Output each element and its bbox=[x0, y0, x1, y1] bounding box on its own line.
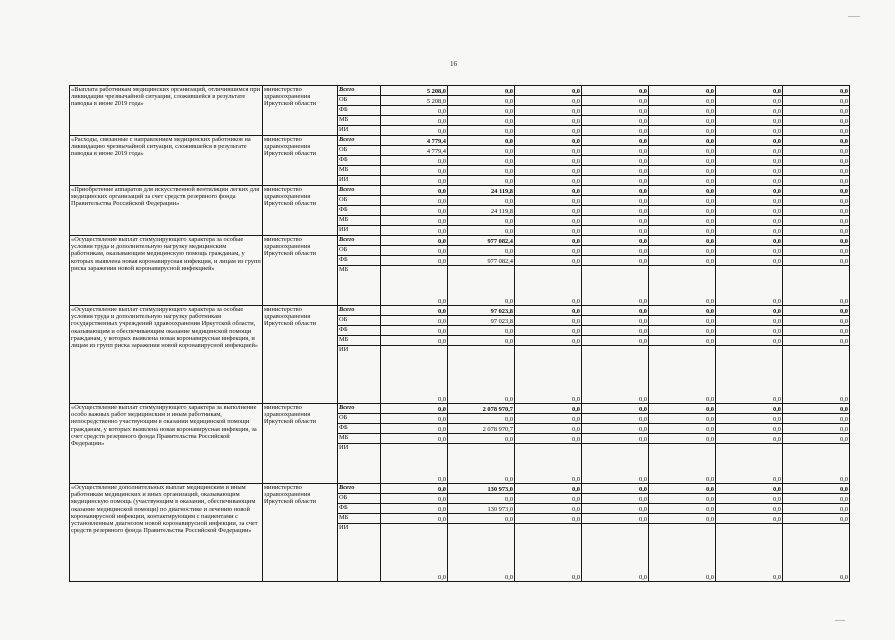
amount-cell: 0,0 bbox=[582, 106, 649, 116]
amount-cell: 0,0 bbox=[582, 206, 649, 216]
amount-cell: 0,0 bbox=[381, 306, 448, 316]
amount-cell: 0,0 bbox=[381, 414, 448, 424]
source-cell: ИИ bbox=[338, 444, 381, 484]
amount-cell: 0,0 bbox=[783, 146, 850, 156]
amount-cell: 0,0 bbox=[381, 236, 448, 246]
amount-cell: 0,0 bbox=[649, 96, 716, 106]
amount-cell: 0,0 bbox=[783, 166, 850, 176]
amount-cell: 0,0 bbox=[448, 176, 515, 186]
amount-cell: 0,0 bbox=[716, 256, 783, 266]
amount-cell: 0,0 bbox=[649, 166, 716, 176]
amount-cell: 0,0 bbox=[448, 266, 515, 306]
amount-cell: 97 023,8 bbox=[448, 316, 515, 326]
source-cell: ФБ bbox=[338, 156, 381, 166]
source-cell: ФБ bbox=[338, 326, 381, 336]
source-cell: Всего bbox=[338, 404, 381, 414]
amount-cell: 0,0 bbox=[515, 494, 582, 504]
amount-cell: 0,0 bbox=[582, 236, 649, 246]
amount-cell: 0,0 bbox=[783, 156, 850, 166]
amount-cell: 0,0 bbox=[381, 226, 448, 236]
amount-cell: 97 023,8 bbox=[448, 306, 515, 316]
table-row bbox=[70, 136, 850, 146]
source-cell: ОБ bbox=[338, 96, 381, 106]
source-cell: ИИ bbox=[338, 226, 381, 236]
source-cell: ИИ bbox=[338, 176, 381, 186]
amount-cell: 0,0 bbox=[716, 226, 783, 236]
amount-cell: 0,0 bbox=[582, 136, 649, 146]
amount-cell: 0,0 bbox=[582, 266, 649, 306]
amount-cell: 0,0 bbox=[716, 504, 783, 514]
amount-cell: 0,0 bbox=[381, 336, 448, 346]
amount-cell: 0,0 bbox=[515, 434, 582, 444]
amount-cell: 0,0 bbox=[649, 414, 716, 424]
amount-cell: 0,0 bbox=[716, 316, 783, 326]
amount-cell: 0,0 bbox=[515, 316, 582, 326]
source-cell: Всего bbox=[338, 186, 381, 196]
amount-cell: 0,0 bbox=[515, 186, 582, 196]
amount-cell: 0,0 bbox=[716, 336, 783, 346]
amount-cell: 0,0 bbox=[515, 96, 582, 106]
amount-cell: 0,0 bbox=[649, 266, 716, 306]
source-cell: МБ bbox=[338, 116, 381, 126]
amount-cell: 0,0 bbox=[582, 306, 649, 316]
amount-cell: 0,0 bbox=[783, 494, 850, 504]
amount-cell: 0,0 bbox=[448, 226, 515, 236]
amount-cell: 0,0 bbox=[716, 136, 783, 146]
amount-cell: 130 973,0 bbox=[448, 484, 515, 494]
source-cell: ОБ bbox=[338, 146, 381, 156]
amount-cell: 24 119,8 bbox=[448, 186, 515, 196]
amount-cell: 0,0 bbox=[582, 96, 649, 106]
measure-name-cell: «Приобретение аппаратов для искусственной вентиляции легких для медицинских организаций за счет средств резервного фонда Правительства Российской Федерации» bbox=[70, 186, 263, 236]
source-cell: ФБ bbox=[338, 106, 381, 116]
amount-cell: 0,0 bbox=[582, 226, 649, 236]
amount-cell: 0,0 bbox=[582, 514, 649, 524]
responsible-cell: министерство здравоохранения Иркутской области bbox=[263, 236, 338, 306]
amount-cell: 0,0 bbox=[783, 126, 850, 136]
amount-cell: 0,0 bbox=[716, 206, 783, 216]
amount-cell: 0,0 bbox=[716, 156, 783, 166]
amount-cell: 0,0 bbox=[716, 266, 783, 306]
amount-cell: 0,0 bbox=[381, 404, 448, 414]
scan-mark bbox=[848, 16, 860, 17]
table-row bbox=[70, 186, 850, 196]
amount-cell: 0,0 bbox=[515, 156, 582, 166]
amount-cell: 0,0 bbox=[381, 484, 448, 494]
amount-cell: 0,0 bbox=[649, 196, 716, 206]
amount-cell: 0,0 bbox=[515, 514, 582, 524]
source-cell: Всего bbox=[338, 86, 381, 96]
amount-cell: 0,0 bbox=[649, 434, 716, 444]
amount-cell: 0,0 bbox=[582, 256, 649, 266]
measure-name-cell: «Осуществление выплат стимулирующего характера за особые условия труда и дополнительную нагрузку работникам государственных учреждений здравоохранения Иркутской области, оказывающим и обеспечивающим оказание медицинской помощи гражданам, у которых выявлена новая коронавирусная инфекция, и лицам из групп риска заражения новой коронавирусной инфекцией» bbox=[70, 306, 263, 404]
amount-cell: 0,0 bbox=[649, 346, 716, 404]
amount-cell: 0,0 bbox=[381, 504, 448, 514]
amount-cell: 0,0 bbox=[515, 206, 582, 216]
amount-cell: 0,0 bbox=[515, 116, 582, 126]
amount-cell: 0,0 bbox=[716, 514, 783, 524]
amount-cell: 0,0 bbox=[716, 306, 783, 316]
amount-cell: 0,0 bbox=[582, 186, 649, 196]
amount-cell: 0,0 bbox=[381, 246, 448, 256]
amount-cell: 0,0 bbox=[515, 176, 582, 186]
amount-cell: 0,0 bbox=[448, 434, 515, 444]
amount-cell: 0,0 bbox=[582, 404, 649, 414]
amount-cell: 0,0 bbox=[381, 494, 448, 504]
amount-cell: 0,0 bbox=[649, 336, 716, 346]
amount-cell: 0,0 bbox=[515, 266, 582, 306]
amount-cell: 0,0 bbox=[649, 484, 716, 494]
amount-cell: 0,0 bbox=[716, 166, 783, 176]
amount-cell: 0,0 bbox=[783, 326, 850, 336]
amount-cell: 0,0 bbox=[783, 136, 850, 146]
amount-cell: 0,0 bbox=[582, 146, 649, 156]
amount-cell: 0,0 bbox=[716, 404, 783, 414]
amount-cell: 0,0 bbox=[716, 524, 783, 582]
amount-cell: 0,0 bbox=[515, 146, 582, 156]
amount-cell: 0,0 bbox=[515, 256, 582, 266]
amount-cell: 0,0 bbox=[448, 246, 515, 256]
table-row bbox=[70, 404, 850, 414]
amount-cell: 0,0 bbox=[515, 484, 582, 494]
amount-cell: 0,0 bbox=[448, 166, 515, 176]
amount-cell: 0,0 bbox=[716, 484, 783, 494]
amount-cell: 0,0 bbox=[448, 514, 515, 524]
amount-cell: 0,0 bbox=[448, 86, 515, 96]
amount-cell: 0,0 bbox=[515, 504, 582, 514]
responsible-cell: министерство здравоохранения Иркутской области bbox=[263, 484, 338, 582]
amount-cell: 0,0 bbox=[716, 326, 783, 336]
amount-cell: 0,0 bbox=[783, 96, 850, 106]
amount-cell: 0,0 bbox=[716, 494, 783, 504]
table-row bbox=[70, 86, 850, 96]
amount-cell: 0,0 bbox=[515, 136, 582, 146]
amount-cell: 0,0 bbox=[783, 86, 850, 96]
amount-cell: 0,0 bbox=[649, 524, 716, 582]
amount-cell: 0,0 bbox=[582, 504, 649, 514]
amount-cell: 0,0 bbox=[649, 494, 716, 504]
source-cell: МБ bbox=[338, 434, 381, 444]
measure-name-cell: «Выплата работникам медицинских организаций, отличившимся при ликвидации чрезвычайной ситуации, сложившейся в результате паводка в июне 2019 года» bbox=[70, 86, 263, 136]
amount-cell: 0,0 bbox=[783, 266, 850, 306]
amount-cell: 130 973,0 bbox=[448, 504, 515, 514]
amount-cell: 0,0 bbox=[783, 226, 850, 236]
source-cell: ОБ bbox=[338, 414, 381, 424]
amount-cell: 0,0 bbox=[649, 326, 716, 336]
amount-cell: 0,0 bbox=[381, 434, 448, 444]
amount-cell: 0,0 bbox=[783, 196, 850, 206]
amount-cell: 0,0 bbox=[783, 316, 850, 326]
amount-cell: 0,0 bbox=[515, 226, 582, 236]
source-cell: ИИ bbox=[338, 346, 381, 404]
amount-cell: 0,0 bbox=[649, 116, 716, 126]
amount-cell: 0,0 bbox=[582, 346, 649, 404]
responsible-cell: министерство здравоохранения Иркутской области bbox=[263, 404, 338, 484]
amount-cell: 0,0 bbox=[381, 166, 448, 176]
amount-cell: 0,0 bbox=[649, 216, 716, 226]
amount-cell: 0,0 bbox=[515, 106, 582, 116]
amount-cell: 0,0 bbox=[448, 146, 515, 156]
amount-cell: 0,0 bbox=[716, 186, 783, 196]
source-cell: ОБ bbox=[338, 246, 381, 256]
table-row bbox=[70, 306, 850, 316]
amount-cell: 0,0 bbox=[783, 246, 850, 256]
amount-cell: 0,0 bbox=[716, 246, 783, 256]
amount-cell: 0,0 bbox=[515, 236, 582, 246]
source-cell: Всего bbox=[338, 236, 381, 246]
amount-cell: 0,0 bbox=[649, 424, 716, 434]
amount-cell: 0,0 bbox=[783, 434, 850, 444]
measure-name-cell: «Осуществление выплат стимулирующего характера за особые условия труда и дополнительную нагрузку медицинским работникам, оказывающим медицинскую помощь гражданам, у которых выявлена новая коронавирусная инфекция, и лицам из групп риска заражения новой коронавирусной инфекцией» bbox=[70, 236, 263, 306]
amount-cell: 0,0 bbox=[649, 226, 716, 236]
amount-cell: 0,0 bbox=[649, 256, 716, 266]
amount-cell: 0,0 bbox=[716, 176, 783, 186]
amount-cell: 0,0 bbox=[582, 326, 649, 336]
amount-cell: 0,0 bbox=[515, 126, 582, 136]
amount-cell: 0,0 bbox=[448, 136, 515, 146]
amount-cell: 0,0 bbox=[381, 176, 448, 186]
amount-cell: 0,0 bbox=[515, 216, 582, 226]
amount-cell: 0,0 bbox=[649, 444, 716, 484]
source-cell: ФБ bbox=[338, 256, 381, 266]
amount-cell: 0,0 bbox=[515, 86, 582, 96]
amount-cell: 0,0 bbox=[582, 156, 649, 166]
table-row bbox=[70, 236, 850, 246]
amount-cell: 0,0 bbox=[716, 434, 783, 444]
amount-cell: 0,0 bbox=[515, 444, 582, 484]
amount-cell: 0,0 bbox=[515, 166, 582, 176]
amount-cell: 0,0 bbox=[381, 256, 448, 266]
amount-cell: 0,0 bbox=[448, 156, 515, 166]
amount-cell: 0,0 bbox=[783, 216, 850, 226]
page-number: 16 bbox=[450, 60, 457, 68]
amount-cell: 0,0 bbox=[515, 524, 582, 582]
measure-name-cell: «Расходы, связанные с направлением медицинских работников на ликвидацию чрезвычайной ситуации, сложившейся в результате паводка в июне 2019 года» bbox=[70, 136, 263, 186]
amount-cell: 0,0 bbox=[381, 444, 448, 484]
amount-cell: 0,0 bbox=[582, 246, 649, 256]
amount-cell: 0,0 bbox=[448, 414, 515, 424]
amount-cell: 0,0 bbox=[716, 444, 783, 484]
amount-cell: 0,0 bbox=[582, 336, 649, 346]
amount-cell: 0,0 bbox=[649, 246, 716, 256]
amount-cell: 5 208,0 bbox=[381, 96, 448, 106]
amount-cell: 0,0 bbox=[582, 494, 649, 504]
measure-name-cell: «Осуществление дополнительных выплат медицинским и иным работникам медицинских и иных организаций, оказывающим медицинскую помощь (участвующим в оказании, обеспечивающим оказание медицинской помощи) по диагностике и лечению новой коронавирусной инфекции, контактирующим с пациентами с установленным диагнозом новой коронавирусной инфекции, за счет средств резервного фонда Правительства Российской Федерации» bbox=[70, 484, 263, 582]
amount-cell: 4 779,4 bbox=[381, 136, 448, 146]
amount-cell: 0,0 bbox=[649, 206, 716, 216]
source-cell: ФБ bbox=[338, 206, 381, 216]
amount-cell: 0,0 bbox=[716, 86, 783, 96]
source-cell: ОБ bbox=[338, 196, 381, 206]
amount-cell: 0,0 bbox=[783, 346, 850, 404]
amount-cell: 0,0 bbox=[381, 156, 448, 166]
source-cell: МБ bbox=[338, 166, 381, 176]
amount-cell: 977 082,4 bbox=[448, 256, 515, 266]
amount-cell: 0,0 bbox=[649, 176, 716, 186]
amount-cell: 0,0 bbox=[582, 116, 649, 126]
source-cell: Всего bbox=[338, 484, 381, 494]
responsible-cell: министерство здравоохранения Иркутской области bbox=[263, 136, 338, 186]
source-cell: ИИ bbox=[338, 126, 381, 136]
amount-cell: 0,0 bbox=[582, 196, 649, 206]
amount-cell: 0,0 bbox=[716, 116, 783, 126]
amount-cell: 0,0 bbox=[381, 524, 448, 582]
amount-cell: 0,0 bbox=[649, 306, 716, 316]
amount-cell: 0,0 bbox=[582, 316, 649, 326]
amount-cell: 0,0 bbox=[448, 216, 515, 226]
amount-cell: 0,0 bbox=[649, 106, 716, 116]
amount-cell: 0,0 bbox=[582, 176, 649, 186]
amount-cell: 0,0 bbox=[448, 336, 515, 346]
amount-cell: 0,0 bbox=[716, 236, 783, 246]
amount-cell: 0,0 bbox=[448, 346, 515, 404]
amount-cell: 0,0 bbox=[515, 306, 582, 316]
source-cell: Всего bbox=[338, 136, 381, 146]
amount-cell: 0,0 bbox=[582, 524, 649, 582]
amount-cell: 0,0 bbox=[448, 326, 515, 336]
amount-cell: 5 208,0 bbox=[381, 86, 448, 96]
source-cell: МБ bbox=[338, 336, 381, 346]
amount-cell: 0,0 bbox=[381, 196, 448, 206]
amount-cell: 0,0 bbox=[649, 156, 716, 166]
amount-cell: 0,0 bbox=[783, 116, 850, 126]
source-cell: МБ bbox=[338, 216, 381, 226]
amount-cell: 0,0 bbox=[783, 524, 850, 582]
amount-cell: 0,0 bbox=[783, 206, 850, 216]
amount-cell: 0,0 bbox=[515, 414, 582, 424]
amount-cell: 0,0 bbox=[381, 126, 448, 136]
source-cell: ИИ bbox=[338, 524, 381, 582]
amount-cell: 0,0 bbox=[716, 216, 783, 226]
amount-cell: 0,0 bbox=[448, 126, 515, 136]
amount-cell: 0,0 bbox=[582, 86, 649, 96]
amount-cell: 0,0 bbox=[381, 116, 448, 126]
amount-cell: 0,0 bbox=[716, 414, 783, 424]
amount-cell: 0,0 bbox=[783, 504, 850, 514]
amount-cell: 0,0 bbox=[381, 514, 448, 524]
amount-cell: 0,0 bbox=[515, 246, 582, 256]
amount-cell: 977 082,4 bbox=[448, 236, 515, 246]
amount-cell: 0,0 bbox=[582, 484, 649, 494]
responsible-cell: министерство здравоохранения Иркутской области bbox=[263, 306, 338, 404]
amount-cell: 0,0 bbox=[649, 126, 716, 136]
measure-name-cell: «Осуществление выплат стимулирующего характера за выполнение особо важных работ медицинским и иным работникам, непосредственно участвующим в оказании медицинской помощи гражданам, у которых выявлена новая коронавирусная инфекция, за счет средств резервного фонда Правительства Российской Федерации» bbox=[70, 404, 263, 484]
amount-cell: 0,0 bbox=[582, 424, 649, 434]
responsible-cell: министерство здравоохранения Иркутской области bbox=[263, 186, 338, 236]
amount-cell: 0,0 bbox=[716, 346, 783, 404]
source-cell: ФБ bbox=[338, 424, 381, 434]
amount-cell: 0,0 bbox=[649, 186, 716, 196]
amount-cell: 0,0 bbox=[716, 96, 783, 106]
amount-cell: 0,0 bbox=[381, 424, 448, 434]
amount-cell: 0,0 bbox=[381, 326, 448, 336]
source-cell: ОБ bbox=[338, 494, 381, 504]
financing-table bbox=[69, 85, 850, 582]
amount-cell: 0,0 bbox=[783, 414, 850, 424]
amount-cell: 0,0 bbox=[448, 524, 515, 582]
amount-cell: 2 078 970,7 bbox=[448, 424, 515, 434]
amount-cell: 0,0 bbox=[783, 424, 850, 434]
amount-cell: 0,0 bbox=[783, 484, 850, 494]
source-cell: ФБ bbox=[338, 504, 381, 514]
table-body bbox=[70, 86, 850, 582]
amount-cell: 0,0 bbox=[649, 146, 716, 156]
amount-cell: 0,0 bbox=[716, 146, 783, 156]
amount-cell: 0,0 bbox=[448, 196, 515, 206]
amount-cell: 0,0 bbox=[783, 256, 850, 266]
amount-cell: 4 779,4 bbox=[381, 146, 448, 156]
amount-cell: 0,0 bbox=[649, 136, 716, 146]
amount-cell: 0,0 bbox=[783, 336, 850, 346]
source-cell: МБ bbox=[338, 266, 381, 306]
source-cell: ОБ bbox=[338, 316, 381, 326]
amount-cell: 0,0 bbox=[582, 126, 649, 136]
table-row bbox=[70, 484, 850, 494]
amount-cell: 0,0 bbox=[448, 444, 515, 484]
amount-cell: 0,0 bbox=[783, 236, 850, 246]
amount-cell: 0,0 bbox=[649, 86, 716, 96]
source-cell: Всего bbox=[338, 306, 381, 316]
amount-cell: 0,0 bbox=[649, 316, 716, 326]
source-cell: МБ bbox=[338, 514, 381, 524]
amount-cell: 0,0 bbox=[515, 424, 582, 434]
amount-cell: 0,0 bbox=[515, 346, 582, 404]
amount-cell: 0,0 bbox=[448, 96, 515, 106]
amount-cell: 0,0 bbox=[582, 434, 649, 444]
amount-cell: 24 119,8 bbox=[448, 206, 515, 216]
amount-cell: 0,0 bbox=[649, 504, 716, 514]
amount-cell: 0,0 bbox=[716, 126, 783, 136]
amount-cell: 0,0 bbox=[649, 404, 716, 414]
amount-cell: 0,0 bbox=[783, 306, 850, 316]
amount-cell: 0,0 bbox=[783, 186, 850, 196]
amount-cell: 0,0 bbox=[381, 346, 448, 404]
amount-cell: 0,0 bbox=[649, 236, 716, 246]
amount-cell: 0,0 bbox=[381, 316, 448, 326]
amount-cell: 0,0 bbox=[381, 186, 448, 196]
amount-cell: 0,0 bbox=[582, 414, 649, 424]
amount-cell: 0,0 bbox=[381, 106, 448, 116]
amount-cell: 0,0 bbox=[783, 444, 850, 484]
amount-cell: 0,0 bbox=[515, 404, 582, 414]
amount-cell: 0,0 bbox=[381, 266, 448, 306]
amount-cell: 0,0 bbox=[716, 106, 783, 116]
amount-cell: 0,0 bbox=[381, 216, 448, 226]
amount-cell: 0,0 bbox=[716, 424, 783, 434]
amount-cell: 0,0 bbox=[515, 196, 582, 206]
scan-mark bbox=[835, 620, 845, 621]
amount-cell: 0,0 bbox=[582, 166, 649, 176]
amount-cell: 0,0 bbox=[381, 206, 448, 216]
amount-cell: 0,0 bbox=[716, 196, 783, 206]
amount-cell: 0,0 bbox=[649, 514, 716, 524]
amount-cell: 0,0 bbox=[783, 514, 850, 524]
responsible-cell: министерство здравоохранения Иркутской области bbox=[263, 86, 338, 136]
amount-cell: 0,0 bbox=[448, 494, 515, 504]
amount-cell: 0,0 bbox=[582, 216, 649, 226]
amount-cell: 0,0 bbox=[448, 106, 515, 116]
amount-cell: 0,0 bbox=[783, 176, 850, 186]
amount-cell: 0,0 bbox=[783, 404, 850, 414]
amount-cell: 0,0 bbox=[448, 116, 515, 126]
amount-cell: 0,0 bbox=[515, 326, 582, 336]
amount-cell: 0,0 bbox=[783, 106, 850, 116]
amount-cell: 0,0 bbox=[582, 444, 649, 484]
amount-cell: 2 078 970,7 bbox=[448, 404, 515, 414]
amount-cell: 0,0 bbox=[515, 336, 582, 346]
